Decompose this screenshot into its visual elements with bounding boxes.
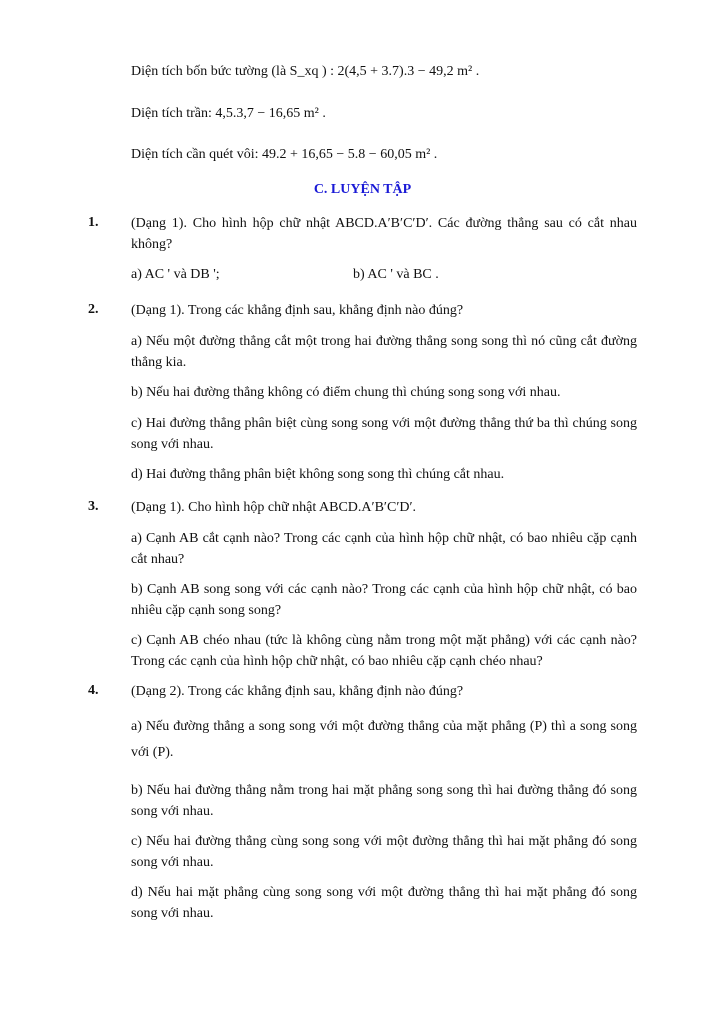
exercise-item: d) Hai đường thẳng phân biệt không song song thì chúng cắt nhau. <box>131 467 505 482</box>
exercise-item: b) Nếu hai đường thẳng không có điểm chung thì chúng song song với nhau. <box>131 385 561 400</box>
intro-line-paint-area: Diện tích cần quét vôi: 49.2 + 16,65 − 5.8 − 60,05 m² . <box>131 147 438 162</box>
exercise-number: 2. <box>88 302 99 317</box>
section-title: C. LUYỆN TẬP <box>313 182 412 197</box>
exercise-item: c) Nếu hai đường thẳng cùng song song với một đường thẳng thì hai mặt phẳng đó song song với nhau. <box>131 834 637 870</box>
intro-line-ceiling-area: Diện tích trần: 4,5.3,7 − 16,65 m² . <box>131 106 326 121</box>
exercise-item: b) Cạnh AB song song với các cạnh nào? Trong các cạnh của hình hộp chữ nhật, có bao nhiêu cặp cạnh song song? <box>131 582 637 618</box>
exercise-number: 1. <box>88 215 99 230</box>
exercise-prompt: (Dạng 1). Trong các khẳng định sau, khẳng định nào đúng? <box>131 303 464 318</box>
exercise-option-a: a) AC ' và DB '; <box>131 267 220 282</box>
intro-line-wall-area: Diện tích bốn bức tường (là S_xq ) : 2(4,5 + 3.7).3 − 49,2 m² . <box>131 64 480 79</box>
exercise-item: c) Cạnh AB chéo nhau (tức là không cùng nằm trong một mặt phẳng) với các cạnh nào? Trong các cạnh của hình hộp chữ nhật, có bao nhiêu cặp cạnh chéo nhau? <box>131 633 637 669</box>
exercise-number: 4. <box>88 683 99 698</box>
exercise-number: 3. <box>88 499 99 514</box>
exercise-prompt: (Dạng 1). Cho hình hộp chữ nhật ABCD.A′B′C′D′. Các đường thẳng sau có cắt nhau không? <box>131 216 637 252</box>
exercise-item: a) Nếu đường thẳng a song song với một đường thẳng của mặt phẳng (P) thì a song song với (P). <box>131 719 637 760</box>
exercise-item: c) Hai đường thẳng phân biệt cùng song song với một đường thẳng thứ ba thì chúng song song với nhau. <box>131 416 637 452</box>
exercise-item: d) Nếu hai mặt phẳng cùng song song với một đường thẳng thì hai mặt phẳng đó song song với nhau. <box>131 885 637 921</box>
exercise-option-b: b) AC ' và BC . <box>353 267 439 282</box>
exercise-prompt: (Dạng 2). Trong các khẳng định sau, khẳng định nào đúng? <box>131 684 464 699</box>
exercise-item: a) Nếu một đường thẳng cắt một trong hai đường thẳng song song thì nó cũng cắt đường thẳng kia. <box>131 334 637 370</box>
exercise-prompt: (Dạng 1). Cho hình hộp chữ nhật ABCD.A′B′C′D′. <box>131 500 417 515</box>
exercise-item: a) Cạnh AB cắt cạnh nào? Trong các cạnh của hình hộp chữ nhật, có bao nhiêu cặp cạnh cắt nhau? <box>131 531 637 567</box>
exercise-item: b) Nếu hai đường thẳng nằm trong hai mặt phẳng song song thì hai đường thẳng đó song song với nhau. <box>131 783 637 819</box>
